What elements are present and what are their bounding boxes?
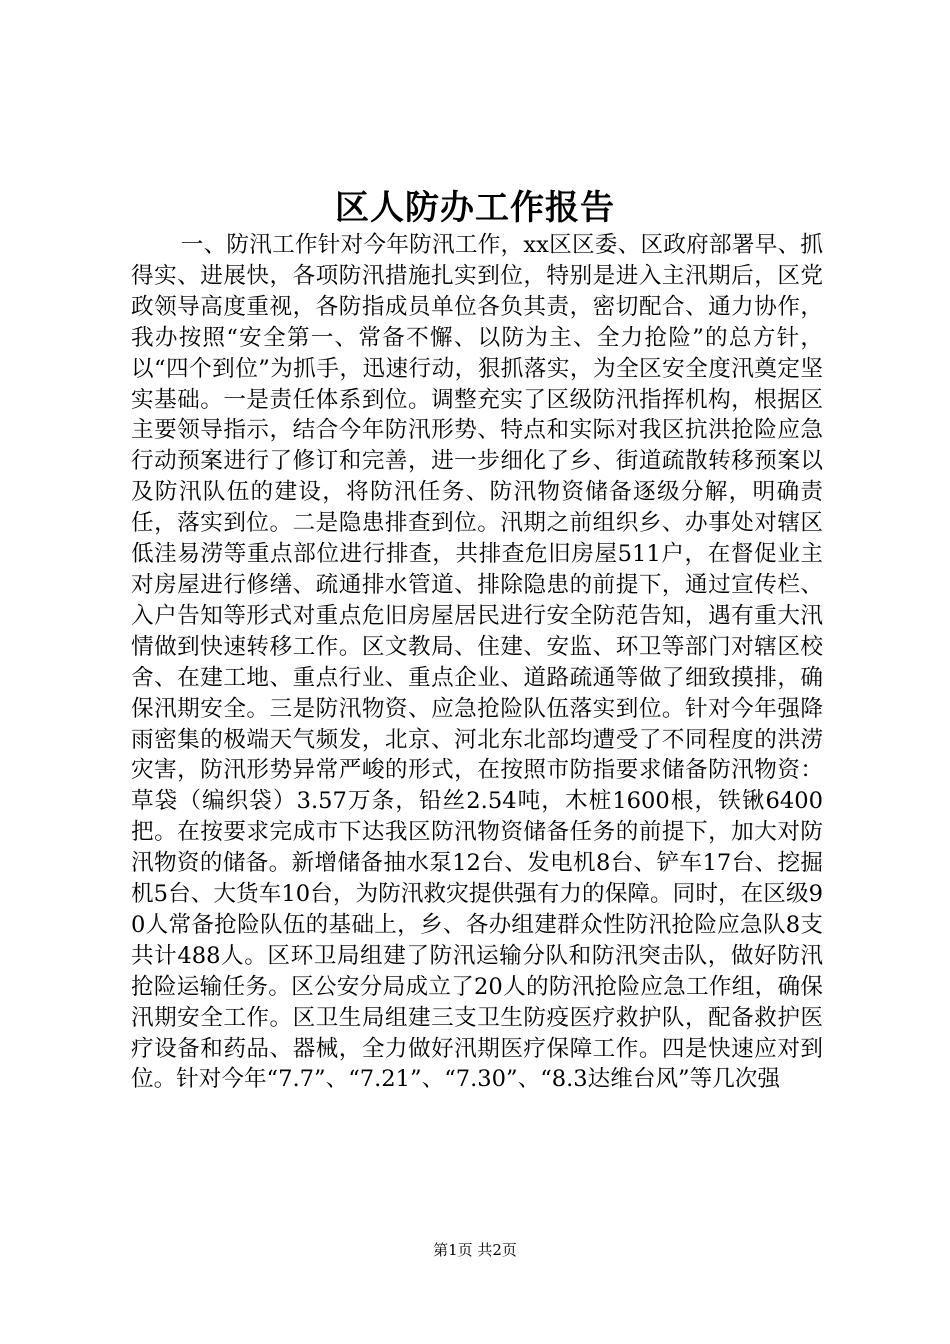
document-title: 区人防办工作报告: [335, 188, 615, 228]
page-number-footer: 第1页 共2页: [433, 1241, 517, 1259]
document-body-paragraph: 一、防汛工作针对今年防汛工作，xx区区委、区政府部署早、抓得实、进展快，各项防汛措施扎实到位，特别是进入主汛期后，区党政领导高度重视，各防指成员单位各负其责，密切配合、通力协作，我办按照“安全第一、常备不懈、以防为主、全力抢险”的总方针，以“四个到位”为抓手，迅速行动，狠抓落实，为全区安全度汛奠定坚实基础。一是责任体系到位。调整充实了区级防汛指挥机构，根据区主要领导指示，结合今年防汛形势、特点和实际对我区抗洪抢险应急行动预案进行了修订和完善，进一步细化了乡、街道疏散转移预案以及防汛队伍的建设，将防汛任务、防汛物资储备逐级分解，明确责任，落实到位。二是隐患排查到位。汛期之前组织乡、办事处对辖区低洼易涝等重点部位进行排查，共排查危旧房屋511户，在督促业主对房屋进行修缮、疏通排水管道、排除隐患的前提下，通过宣传栏、入户告知等形式对重点危旧房屋居民进行安全防范告知，遇有重大汛情做到快速转移工作。区文教局、住建、安监、环卫等部门对辖区校舍、在建工地、重点行业、重点企业、道路疏通等做了细致摸排，确保汛期安全。三是防汛物资、应急抢险队伍落实到位。针对今年强降雨密集的极端天气频发，北京、河北东北部均遭受了不同程度的洪涝灾害，防汛形势异常严峻的形式，在按照市防指要求储备防汛物资：草袋（编织袋）3.57万条，铅丝2.54吨，木桩1600根，铁锹6400把。在按要求完成市下达我区防汛物资储备任务的前提下，加大对防汛物资的储备。新增储备抽水泵12台、发电机8台、铲车17台、挖掘机5台、大货车10台，为防汛救灾提供强有力的保障。同时，在区级90人常备抢险队伍的基础上，乡、各办组建群众性防汛抢险应急队8支共计488人。区环卫局组建了防汛运输分队和防汛突击队，做好防汛抢险运输任务。区公安分局成立了20人的防汛抢险应急工作组，确保汛期安全工作。区卫生局组建三支卫生防疫医疗救护队，配备救护医疗设备和药品、器械，全力做好汛期医疗保障工作。四是快速应对到位。针对今年“7.7”、“7.21”、“7.30”、“8.3达维台风”等几次强: [131, 232, 823, 1093]
